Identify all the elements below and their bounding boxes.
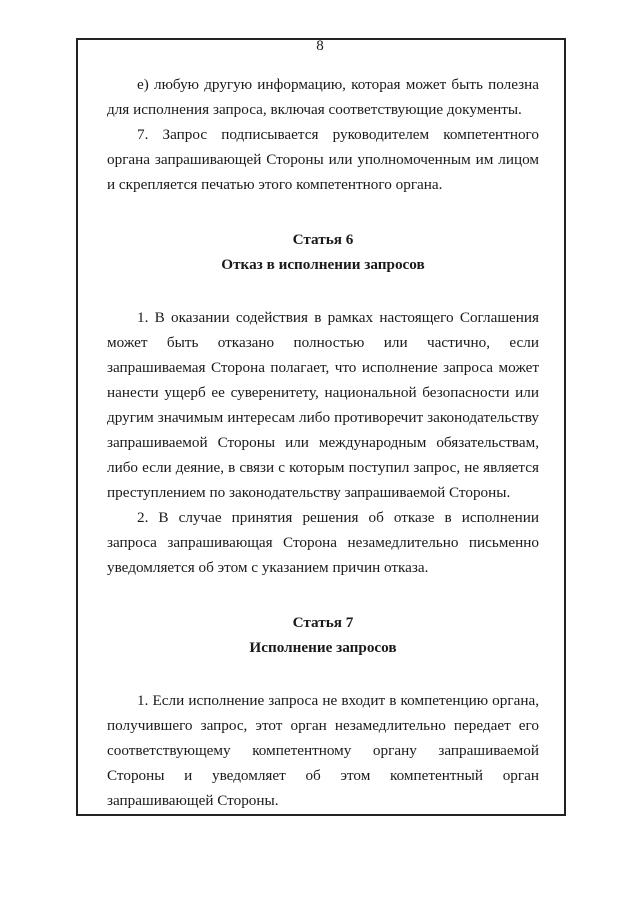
paragraph-item-e: е) любую другую информацию, которая может быть полезна для исполнения запроса, включая соответствующие документы.: [107, 76, 539, 118]
article-6-paragraph-1: 1. В оказании содействия в рамках настоящего Соглашения может быть отказано полностью или частично, если запрашиваемая Сторона полагает, что исполнение запроса может нанести ущерб ее суверенитету, национальной безопасности или другим значимым интересам либо противоречит законодательству запрашиваемой Стороны или международным обязательствам, либо если деяние, в связи с которым поступил запрос, не является преступлением по законодательству запрашиваемой Стороны.: [107, 309, 539, 501]
article-7-title: Исполнение запросов: [249, 639, 397, 656]
article-7-number: Статья 7: [292, 614, 354, 631]
article-6-number: Статья 6: [292, 231, 354, 248]
document-body: [107, 72, 539, 813]
paragraph-7: 7. Запрос подписывается руководителем компетентного органа запрашивающей Стороны или уполномоченным им лицом и скрепляется печатью этого компетентного органа.: [107, 126, 539, 193]
page-number: 8: [316, 38, 324, 54]
article-7-paragraph-1: 1. Если исполнение запроса не входит в компетенцию органа, получившего запрос, этот орган незамедлительно передает его соответствующему компетентному органу запрашиваемой Стороны и уведомляет об этом компетентный орган запрашивающей Стороны.: [107, 692, 539, 809]
article-6-title: Отказ в исполнении запросов: [221, 256, 425, 273]
article-6-paragraph-2: 2. В случае принятия решения об отказе в исполнении запроса запрашивающая Сторона незамедлительно письменно уведомляется об этом с указанием причин отказа.: [107, 509, 539, 576]
